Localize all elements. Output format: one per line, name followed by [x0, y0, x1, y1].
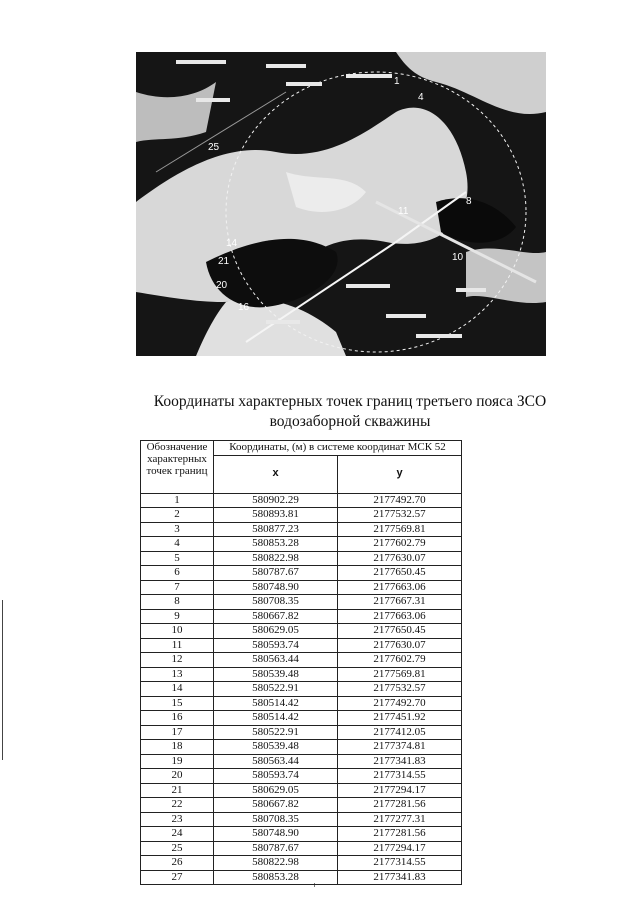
y-coordinate-cell: 2177294.17 — [338, 841, 462, 856]
table-row — [141, 740, 462, 755]
x-coordinate-cell: 580593.74 — [214, 638, 338, 653]
x-coordinate-cell: 580822.98 — [214, 856, 338, 871]
point-number-cell: 24 — [141, 827, 214, 842]
y-coordinate-cell: 2177314.55 — [338, 856, 462, 871]
table-row — [141, 696, 462, 711]
x-coordinate-cell: 580539.48 — [214, 667, 338, 682]
point-column-header: Обозначение характерных точек границ — [141, 441, 214, 494]
point-number-cell: 19 — [141, 754, 214, 769]
x-coordinate-cell: 580748.90 — [214, 827, 338, 842]
point-number-cell: 6 — [141, 566, 214, 581]
table-row — [141, 609, 462, 624]
y-coordinate-cell: 2177569.81 — [338, 522, 462, 537]
table-row — [141, 595, 462, 610]
page-title: Координаты характерных точек границ третьего пояса ЗСО водозаборной скважины — [153, 393, 547, 430]
x-coordinate-cell: 580877.23 — [214, 522, 338, 537]
x-coordinate-cell: 580563.44 — [214, 754, 338, 769]
y-coordinate-cell: 2177277.31 — [338, 812, 462, 827]
table-row — [141, 580, 462, 595]
table-row — [141, 725, 462, 740]
map-label-16: 16 — [238, 302, 250, 313]
map-label-21: 21 — [218, 256, 230, 267]
x-coordinate-cell: 580514.42 — [214, 696, 338, 711]
table-row — [141, 508, 462, 523]
table-row — [141, 841, 462, 856]
x-coordinate-cell: 580853.28 — [214, 537, 338, 552]
x-coordinate-cell: 580522.91 — [214, 682, 338, 697]
table-row — [141, 566, 462, 581]
coordinates-group-header: Координаты, (м) в системе координат МСК 52 — [214, 441, 462, 456]
x-coordinate-cell: 580522.91 — [214, 725, 338, 740]
x-coordinate-cell: 580708.35 — [214, 812, 338, 827]
y-coordinate-cell: 2177650.45 — [338, 566, 462, 581]
table-row — [141, 783, 462, 798]
point-number-cell: 17 — [141, 725, 214, 740]
point-number-cell: 11 — [141, 638, 214, 653]
y-coordinate-cell: 2177650.45 — [338, 624, 462, 639]
point-number-cell: 22 — [141, 798, 214, 813]
x-coordinate-cell: 580902.29 — [214, 493, 338, 508]
table-row — [141, 638, 462, 653]
y-coordinate-cell: 2177532.57 — [338, 682, 462, 697]
y-coordinate-cell: 2177492.70 — [338, 493, 462, 508]
point-number-cell: 20 — [141, 769, 214, 784]
point-number-cell: 13 — [141, 667, 214, 682]
y-coordinate-cell: 2177663.06 — [338, 609, 462, 624]
y-coordinate-cell: 2177412.05 — [338, 725, 462, 740]
map-label-11: 11 — [398, 206, 409, 217]
point-number-cell: 14 — [141, 682, 214, 697]
y-coordinate-cell: 2177294.17 — [338, 783, 462, 798]
table-row — [141, 537, 462, 552]
y-coordinate-cell: 2177314.55 — [338, 769, 462, 784]
table-row — [141, 682, 462, 697]
x-coordinate-cell: 580822.98 — [214, 551, 338, 566]
table-row — [141, 798, 462, 813]
point-number-cell: 9 — [141, 609, 214, 624]
table-row — [141, 754, 462, 769]
x-coordinate-cell: 580667.82 — [214, 609, 338, 624]
x-coordinate-cell: 580748.90 — [214, 580, 338, 595]
map-label-1: 1 — [394, 76, 400, 87]
x-coordinate-cell: 580539.48 — [214, 740, 338, 755]
aerial-map-svg — [136, 52, 546, 356]
point-number-cell: 26 — [141, 856, 214, 871]
point-number-cell: 10 — [141, 624, 214, 639]
table-row — [141, 624, 462, 639]
x-coordinate-cell: 580893.81 — [214, 508, 338, 523]
table-row — [141, 667, 462, 682]
table-row — [141, 653, 462, 668]
x-coordinate-cell: 580853.28 — [214, 870, 338, 885]
table-row — [141, 827, 462, 842]
table-row — [141, 856, 462, 871]
point-number-cell: 16 — [141, 711, 214, 726]
y-coordinate-cell: 2177374.81 — [338, 740, 462, 755]
y-coordinate-cell: 2177281.56 — [338, 798, 462, 813]
aerial-map-image — [136, 52, 546, 356]
point-number-cell: 1 — [141, 493, 214, 508]
x-coordinate-cell: 580708.35 — [214, 595, 338, 610]
scan-margin-line — [2, 600, 3, 760]
y-coordinate-cell: 2177630.07 — [338, 551, 462, 566]
y-coordinate-cell: 2177630.07 — [338, 638, 462, 653]
point-number-cell: 21 — [141, 783, 214, 798]
y-coordinate-cell: 2177569.81 — [338, 667, 462, 682]
y-coordinate-cell: 2177281.56 — [338, 827, 462, 842]
point-number-cell: 7 — [141, 580, 214, 595]
table-row — [141, 870, 462, 885]
x-coordinate-cell: 580667.82 — [214, 798, 338, 813]
table-row — [141, 769, 462, 784]
x-column-header: x — [214, 455, 338, 493]
table-row — [141, 812, 462, 827]
map-label-14: 14 — [226, 238, 238, 249]
y-coordinate-cell: 2177663.06 — [338, 580, 462, 595]
x-coordinate-cell: 580593.74 — [214, 769, 338, 784]
y-coordinate-cell: 2177341.83 — [338, 754, 462, 769]
map-label-25: 25 — [208, 142, 220, 153]
x-coordinate-cell: 580629.05 — [214, 624, 338, 639]
y-coordinate-cell: 2177602.79 — [338, 653, 462, 668]
coordinates-table — [140, 440, 462, 885]
table-row — [141, 522, 462, 537]
map-label-20: 20 — [216, 280, 228, 291]
point-number-cell: 5 — [141, 551, 214, 566]
point-number-cell: 27 — [141, 870, 214, 885]
point-number-cell: 15 — [141, 696, 214, 711]
x-coordinate-cell: 580787.67 — [214, 566, 338, 581]
point-number-cell: 12 — [141, 653, 214, 668]
coordinates-table-body — [141, 493, 462, 885]
y-coordinate-cell: 2177492.70 — [338, 696, 462, 711]
map-label-4: 4 — [418, 92, 424, 103]
map-label-8: 8 — [466, 196, 472, 207]
y-coordinate-cell: 2177667.31 — [338, 595, 462, 610]
y-coordinate-cell: 2177451.92 — [338, 711, 462, 726]
table-row — [141, 493, 462, 508]
y-column-header: y — [338, 455, 462, 493]
map-label-10: 10 — [452, 252, 464, 263]
x-coordinate-cell: 580514.42 — [214, 711, 338, 726]
y-coordinate-cell: 2177341.83 — [338, 870, 462, 885]
y-coordinate-cell: 2177602.79 — [338, 537, 462, 552]
point-number-cell: 8 — [141, 595, 214, 610]
x-coordinate-cell: 580629.05 — [214, 783, 338, 798]
point-number-cell: 2 — [141, 508, 214, 523]
point-number-cell: 25 — [141, 841, 214, 856]
y-coordinate-cell: 2177532.57 — [338, 508, 462, 523]
x-coordinate-cell: 580563.44 — [214, 653, 338, 668]
point-number-cell: 4 — [141, 537, 214, 552]
point-number-cell: 18 — [141, 740, 214, 755]
point-number-cell: 23 — [141, 812, 214, 827]
point-number-cell: 3 — [141, 522, 214, 537]
table-row — [141, 551, 462, 566]
x-coordinate-cell: 580787.67 — [214, 841, 338, 856]
table-row — [141, 711, 462, 726]
